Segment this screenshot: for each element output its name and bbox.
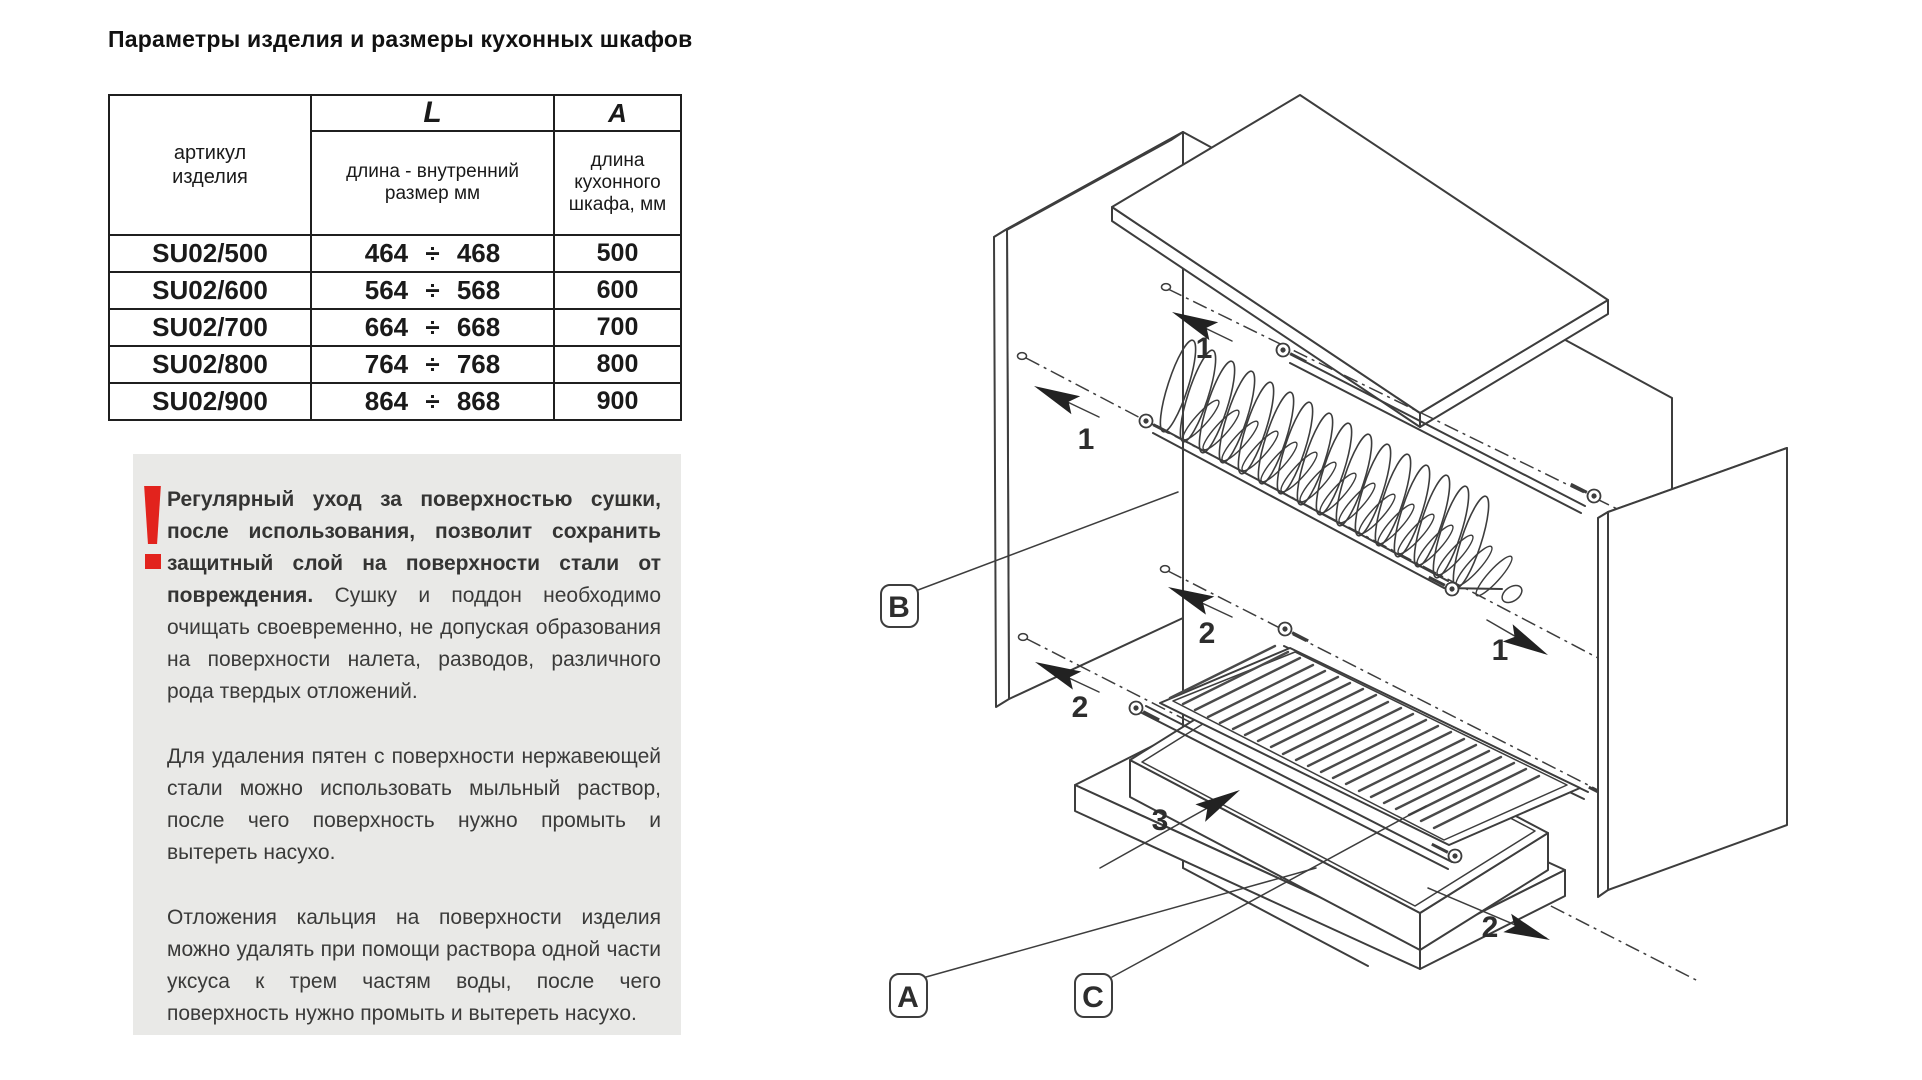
header-a-description: длина кухонного шкафа, мм [554,131,681,235]
note-paragraph-1: Регулярный уход за поверхностью сушки, после использования, позволит сохранить защитный слой на поверхности стали от повреждения. Сушку и поддон необходимо очищать своевременно, не допуская образования на поверхности налета, разводов, различного рода твердых отложений. [167,488,661,703]
svg-text:3: 3 [1151,804,1169,837]
table-row: SU02/500 464 ÷ 468 500 [109,235,681,272]
cabinet-top-panel [1112,95,1608,427]
table-row: SU02/800 764 ÷ 768 800 [109,346,681,383]
header-l-symbol: L [311,95,554,131]
mounting-hole [1019,634,1028,641]
table-row: SU02/700 664 ÷ 668 700 [109,309,681,346]
page-title: Параметры изделия и размеры кухонных шкафов [108,26,693,52]
svg-text:1: 1 [1077,423,1095,456]
svg-text:2: 2 [1481,911,1499,944]
badge-a [890,974,927,1017]
svg-text:2: 2 [1071,691,1089,724]
note-paragraph-3: Отложения кальция на поверхности изделия можно удалять при помощи раствора одной части уксуса к трем частям воды, после чего поверхность нужно промыть и вытереть насухо. [167,906,661,1025]
svg-text:B: B [888,591,910,624]
header-article: артикул изделия [109,95,311,235]
screw [1426,571,1461,597]
cabinet-right-side-panel [1598,448,1787,897]
header-a-symbol: A [554,95,681,131]
mounting-hole [1018,353,1027,360]
table-row: SU02/900 864 ÷ 868 900 [109,383,681,420]
badge-c [1075,974,1112,1017]
svg-text:1: 1 [1491,634,1509,667]
callout-1 [1487,620,1553,667]
svg-text:1: 1 [1195,332,1213,365]
screw [1276,620,1311,646]
note-paragraph-2: Для удаления пятен с поверхности нержавеющей стали можно использовать мыльный раствор, после чего поверхность нужно промыть и вытереть насухо. [167,745,661,864]
header-l-description: длина - внутренний размер мм [311,131,554,235]
svg-text:C: C [1082,981,1104,1014]
badge-b [881,585,918,627]
svg-text:2: 2 [1198,617,1216,650]
table-row: SU02/600 564 ÷ 568 600 [109,272,681,309]
svg-text:A: A [897,981,919,1014]
